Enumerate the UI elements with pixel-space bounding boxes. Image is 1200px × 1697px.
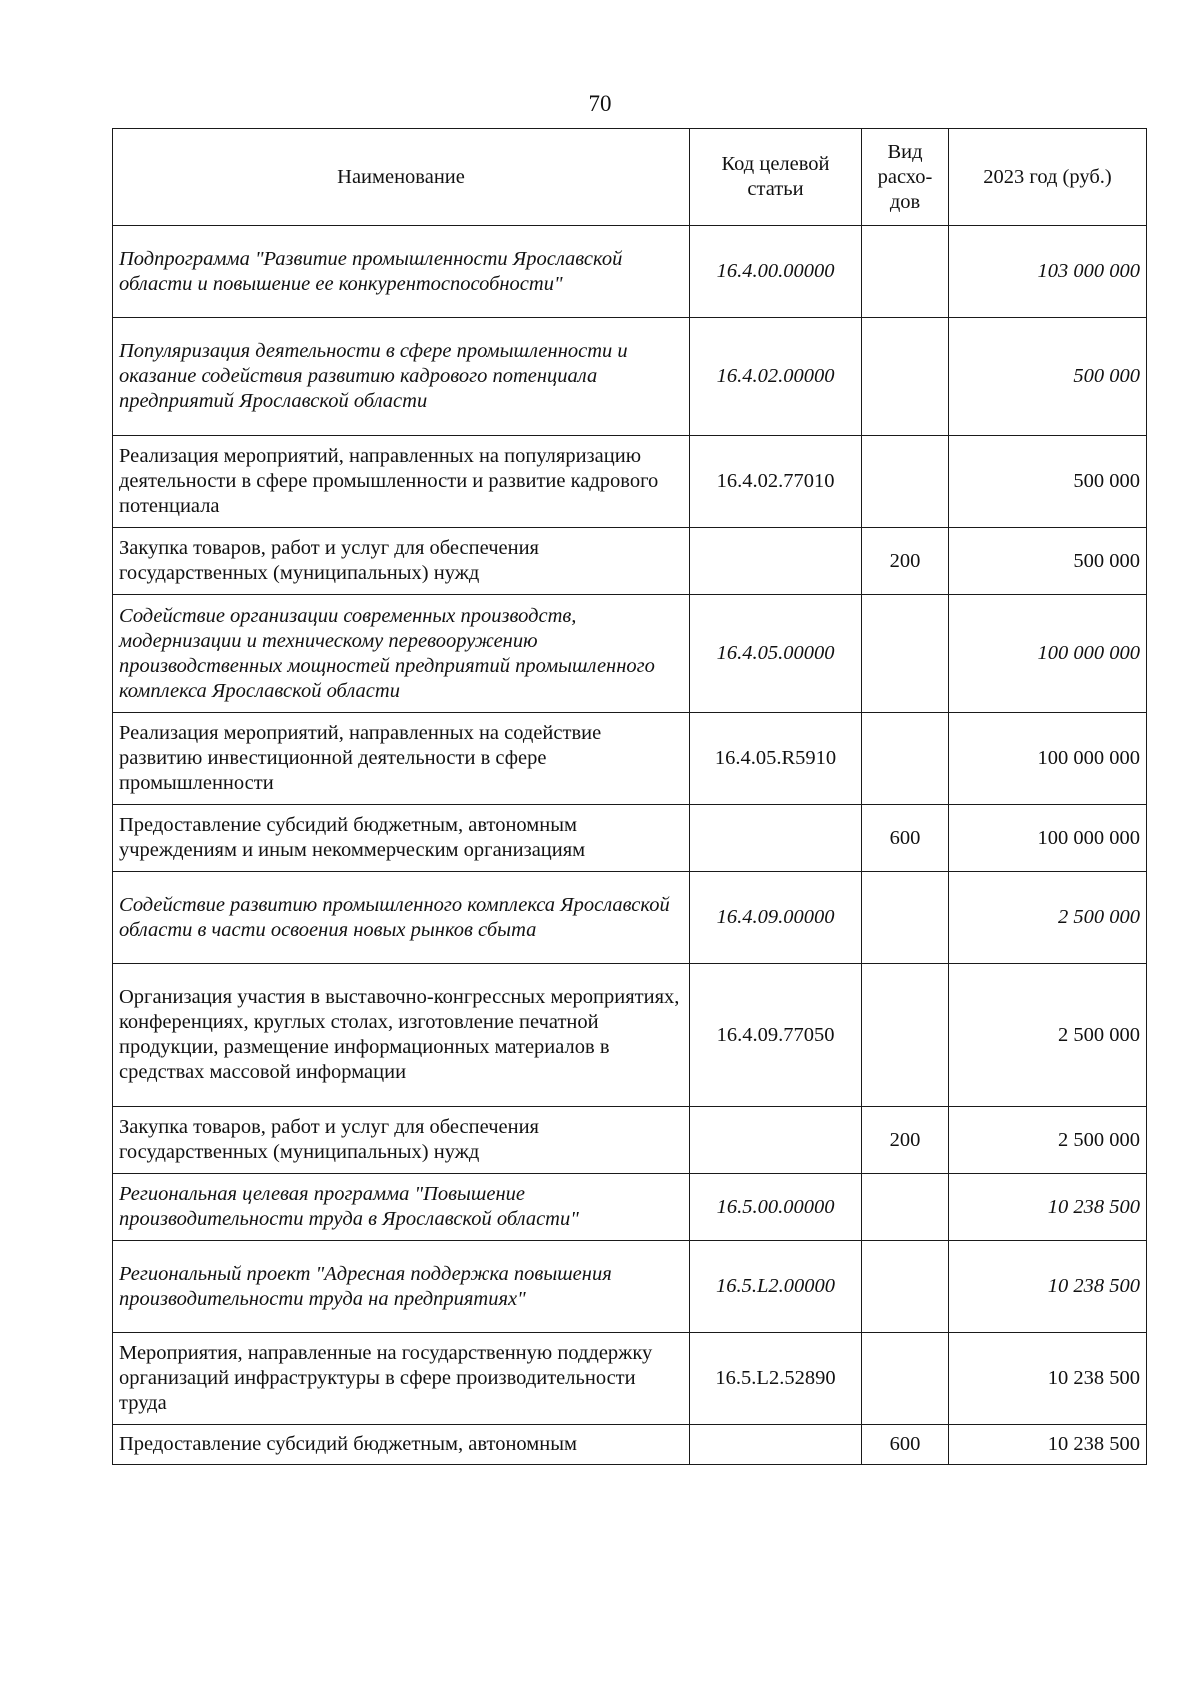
header-row	[113, 129, 1147, 226]
page-number: 70	[588, 91, 612, 116]
cell-name: Содействие развитию промышленного комплекса Ярославской области в части освоения новых рынков сбыта	[113, 872, 690, 964]
header-type: Вид расхо-дов	[862, 129, 949, 226]
cell-code: 16.5.L2.52890	[690, 1333, 862, 1425]
table-row	[113, 1425, 1147, 1465]
table-body	[113, 226, 1147, 1465]
cell-code: 16.4.09.00000	[690, 872, 862, 964]
cell-code	[690, 528, 862, 595]
cell-code: 16.4.02.00000	[690, 318, 862, 436]
table-row	[113, 1174, 1147, 1241]
table-row	[113, 805, 1147, 872]
table-row	[113, 528, 1147, 595]
cell-amount: 500 000	[949, 528, 1147, 595]
cell-name: Предоставление субсидий бюджетным, автономным	[113, 1425, 690, 1465]
table-row	[113, 1107, 1147, 1174]
cell-name: Популяризация деятельности в сфере промышленности и оказание содействия развитию кадрового потенциала предприятий Ярославской области	[113, 318, 690, 436]
cell-code: 16.4.05.R5910	[690, 713, 862, 805]
table-row	[113, 872, 1147, 964]
cell-name: Региональная целевая программа "Повышение производительности труда в Ярославской области"	[113, 1174, 690, 1241]
header-code: Код целевой статьи	[690, 129, 862, 226]
cell-type	[862, 964, 949, 1107]
cell-code: 16.4.02.77010	[690, 436, 862, 528]
cell-amount: 10 238 500	[949, 1333, 1147, 1425]
cell-amount: 10 238 500	[949, 1174, 1147, 1241]
cell-amount: 2 500 000	[949, 1107, 1147, 1174]
cell-code	[690, 1107, 862, 1174]
cell-amount: 100 000 000	[949, 595, 1147, 713]
cell-type: 200	[862, 528, 949, 595]
cell-name: Содействие организации современных производств, модернизации и техническому перевооружению производственных мощностей предприятий промышленного комплекса Ярославской области	[113, 595, 690, 713]
cell-type: 600	[862, 1425, 949, 1465]
table-row	[113, 226, 1147, 318]
table-row	[113, 964, 1147, 1107]
cell-amount: 100 000 000	[949, 805, 1147, 872]
cell-type: 600	[862, 805, 949, 872]
cell-amount: 100 000 000	[949, 713, 1147, 805]
cell-amount: 500 000	[949, 318, 1147, 436]
cell-amount: 2 500 000	[949, 872, 1147, 964]
cell-type	[862, 318, 949, 436]
cell-name: Региональный проект "Адресная поддержка повышения производительности труда на предприятиях"	[113, 1241, 690, 1333]
cell-code: 16.5.00.00000	[690, 1174, 862, 1241]
cell-type	[862, 1333, 949, 1425]
table-row	[113, 595, 1147, 713]
table-header	[113, 129, 1147, 226]
cell-type	[862, 713, 949, 805]
header-amount: 2023 год (руб.)	[949, 129, 1147, 226]
cell-code: 16.4.00.00000	[690, 226, 862, 318]
table-row	[113, 318, 1147, 436]
cell-type	[862, 436, 949, 528]
cell-code	[690, 805, 862, 872]
cell-amount: 2 500 000	[949, 964, 1147, 1107]
cell-name: Предоставление субсидий бюджетным, автономным учреждениям и иным некоммерческим организациям	[113, 805, 690, 872]
table-row	[113, 436, 1147, 528]
cell-type	[862, 1241, 949, 1333]
table-row	[113, 1241, 1147, 1333]
cell-name: Закупка товаров, работ и услуг для обеспечения государственных (муниципальных) нужд	[113, 1107, 690, 1174]
table-row	[113, 713, 1147, 805]
cell-name: Реализация мероприятий, направленных на популяризацию деятельности в сфере промышленности и развитие кадрового потенциала	[113, 436, 690, 528]
cell-type	[862, 226, 949, 318]
cell-type: 200	[862, 1107, 949, 1174]
cell-amount: 103 000 000	[949, 226, 1147, 318]
cell-name: Закупка товаров, работ и услуг для обеспечения государственных (муниципальных) нужд	[113, 528, 690, 595]
cell-name: Подпрограмма "Развитие промышленности Ярославской области и повышение ее конкурентоспособности"	[113, 226, 690, 318]
header-name: Наименование	[113, 129, 690, 226]
cell-name: Мероприятия, направленные на государственную поддержку организаций инфраструктуры в сфере производительности труда	[113, 1333, 690, 1425]
cell-code	[690, 1425, 862, 1465]
cell-code: 16.4.05.00000	[690, 595, 862, 713]
cell-name: Реализация мероприятий, направленных на содействие развитию инвестиционной деятельности в сфере промышленности	[113, 713, 690, 805]
cell-amount: 10 238 500	[949, 1425, 1147, 1465]
cell-code: 16.5.L2.00000	[690, 1241, 862, 1333]
budget-table	[112, 128, 1147, 1465]
cell-amount: 500 000	[949, 436, 1147, 528]
cell-type	[862, 872, 949, 964]
cell-code: 16.4.09.77050	[690, 964, 862, 1107]
table-row	[113, 1333, 1147, 1425]
cell-type	[862, 595, 949, 713]
cell-amount: 10 238 500	[949, 1241, 1147, 1333]
cell-name: Организация участия в выставочно-конгрессных мероприятиях, конференциях, круглых столах, изготовление печатной продукции, размещение информационных материалов в средствах массовой информации	[113, 964, 690, 1107]
cell-type	[862, 1174, 949, 1241]
